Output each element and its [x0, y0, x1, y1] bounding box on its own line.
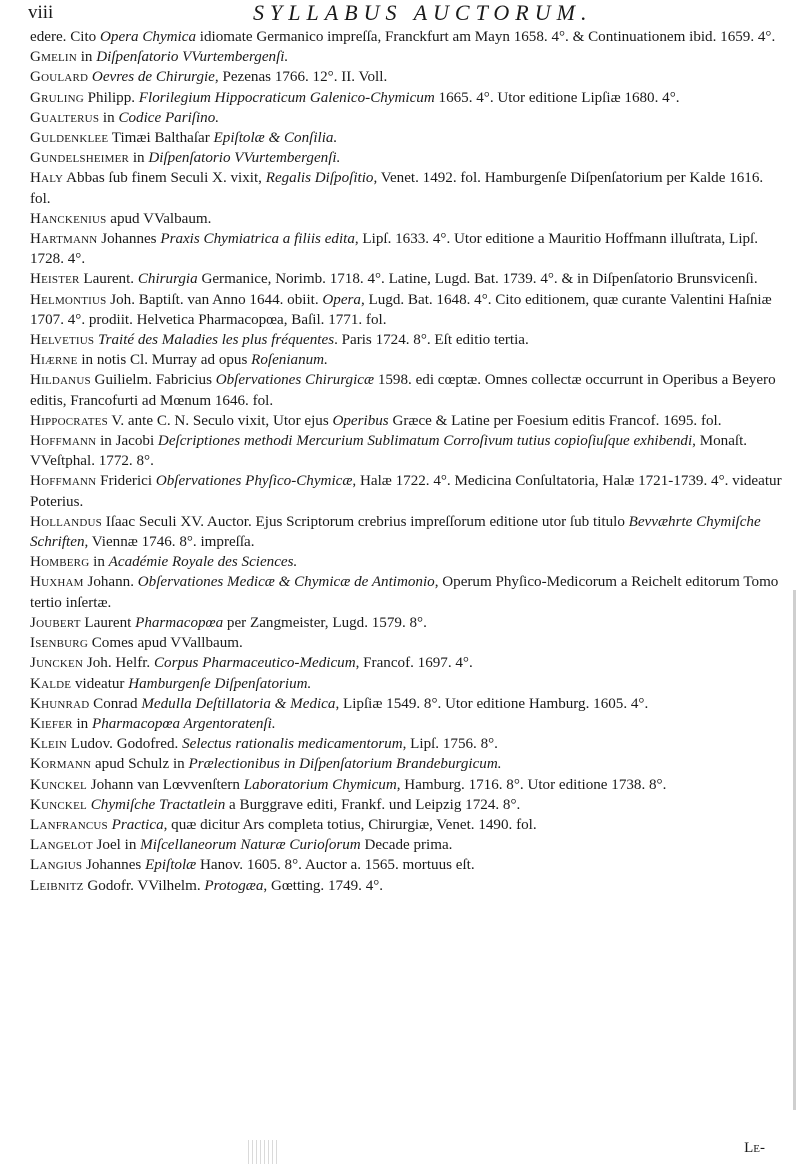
bibliography-entry	[30, 229, 782, 269]
entry-text: apud VValbaum.	[106, 210, 212, 227]
author-name: Helvetius	[30, 332, 95, 349]
entry-title: Traité des Maladies les plus fréquentes	[98, 332, 335, 349]
bibliography-entry	[30, 209, 782, 229]
bibliography-entry	[30, 47, 782, 67]
bibliography-entry	[30, 633, 782, 653]
author-name: Helmontius	[30, 291, 107, 308]
bibliography-entry	[30, 411, 782, 431]
entry-text: Friderici	[96, 473, 156, 490]
entry-title: Laboratorium Chymicum	[243, 776, 397, 793]
entry-title: Chirurgia	[137, 271, 198, 288]
author-name: Lanfrancus	[30, 816, 108, 833]
author-name: Hiærne	[30, 352, 78, 369]
bibliography-entry	[30, 431, 782, 471]
bibliography-entry	[30, 330, 782, 350]
author-name: Juncken	[30, 655, 84, 672]
bibliography-entry	[30, 350, 782, 370]
entry-text: Conrad	[89, 695, 142, 712]
entry-details: , Viennæ 1746. 8°. impreſſa.	[84, 534, 255, 551]
entry-details: . Paris 1724. 8°. Eſt editio tertia.	[334, 332, 529, 349]
bibliography-entry	[30, 290, 782, 330]
entry-title: Obſervationes Phyſico-Chymicæ	[155, 473, 353, 490]
author-name: Huxham	[30, 574, 84, 591]
bibliography-entry	[30, 815, 782, 835]
bibliography-entry	[30, 27, 782, 47]
entry-details: , Lugd. Bat. 1648. 4°. Cito editionem, quæ curante Valentini Haſniæ 1707. 4°. prodiit. Helvetica Pharmacopœa, Baſil. 1771. fol.	[30, 291, 772, 328]
bibliography-entry	[30, 67, 782, 87]
author-name: Kormann	[30, 756, 92, 773]
bibliography-entry	[30, 552, 782, 572]
entry-title: Opera	[322, 291, 361, 308]
author-name: Khunrad	[30, 695, 90, 712]
entry-details: , Lipſiæ 1549. 8°. Utor editione Hamburg. 1605. 4°.	[335, 695, 649, 712]
entry-text: apud Schulz in	[91, 756, 189, 773]
entry-title: Oevres de Chirurgie	[91, 69, 215, 86]
entry-details: , Francof. 1697. 4°.	[355, 655, 473, 672]
entry-title: Obſervationes Medicæ & Chymicæ de Antimonio	[137, 574, 435, 591]
entry-title: Miſcellaneorum Naturæ Curioſorum	[140, 837, 361, 854]
author-name: Hartmann	[30, 231, 98, 248]
author-name: Homberg	[30, 554, 90, 571]
author-name: Hollandus	[30, 513, 102, 530]
entry-title: Pharmacopœa	[135, 614, 224, 631]
entry-title: Selectus rationalis medicamentorum	[182, 736, 403, 753]
entry-title: Corpus Pharmaceutico-Medicum	[153, 655, 356, 672]
author-name: Gundelsheimer	[30, 150, 130, 167]
entry-title: Codice Pariſino.	[118, 109, 220, 126]
entry-title: Prælectionibus in Diſpenſatorium Brandeburgicum.	[188, 756, 502, 773]
entry-text: Laurent	[80, 614, 136, 631]
entry-details: , Lipſ. 1756. 8°.	[402, 736, 498, 753]
entry-title: Opera Chymica	[100, 29, 196, 45]
author-name: Kunckel	[30, 796, 87, 813]
author-name: Goulard	[30, 69, 89, 86]
entry-text: Johannes	[97, 231, 161, 248]
entry-text: Timæi Balthaſar	[108, 130, 214, 147]
entry-text: in	[76, 49, 97, 66]
entry-details: , Pezenas 1766. 12°. II. Voll.	[214, 69, 388, 86]
entry-text: Godofr. VVilhelm.	[83, 877, 205, 894]
author-name: Guldenklee	[30, 130, 109, 147]
entry-details: Hanov. 1605. 8°. Auctor a. 1565. mortuus eſt.	[196, 857, 475, 874]
entry-details: , quæ dicitur Ars completa totius, Chirurgiæ, Venet. 1490. fol.	[163, 816, 537, 833]
entry-text: in notis Cl. Murray ad opus	[77, 352, 252, 369]
entry-title: Chymiſche Tractatlein	[90, 796, 226, 813]
entry-text: Ludov. Godofred.	[66, 736, 183, 753]
entry-title: Pharmacopœa Argentoratenſi.	[91, 715, 276, 732]
entry-details: 1598. edi cœptæ. Omnes collectæ occurrunt in Operibus a Beyero editis, Francofurti ad Mœnum 1646. fol.	[30, 372, 776, 409]
entry-text: Comes apud VVallbaum.	[87, 635, 243, 652]
entry-text: Joel in	[92, 837, 141, 854]
entry-title: Epiſtolæ	[145, 857, 197, 874]
bibliography-entry	[30, 471, 782, 511]
bibliography-entry	[30, 855, 782, 875]
bibliography-entry	[30, 148, 782, 168]
bibliography-entry	[30, 674, 782, 694]
entry-details: per Zangmeister, Lugd. 1579. 8°.	[223, 614, 427, 631]
entry-text: in	[72, 715, 92, 732]
author-name: Isenburg	[30, 635, 88, 652]
entry-text: Johannes	[82, 857, 146, 874]
bibliography-entry	[30, 835, 782, 855]
author-name: Gualterus	[30, 109, 100, 126]
author-name: Hoffmann	[30, 473, 97, 490]
entry-details: idiomate Germanico impreſſa, Franckfurt am Mayn 1658. 4°. & Continuationem ibid. 1659. 4°.	[196, 29, 776, 45]
entry-title: Epiſtolæ & Conſilia.	[213, 130, 338, 147]
bibliography-entry	[30, 714, 782, 734]
author-name: Leibnitz	[30, 877, 84, 894]
bibliography-entry	[30, 876, 782, 896]
bibliography-entry	[30, 775, 782, 795]
bibliography-entry	[30, 269, 782, 289]
entry-title: Medulla Deſtillatoria & Medica	[141, 695, 336, 712]
entry-text: Laurent.	[79, 271, 138, 288]
bibliography-entry	[30, 168, 782, 208]
bibliography-entry	[30, 795, 782, 815]
entry-title: Protogæa	[204, 877, 264, 894]
author-name: Hanckenius	[30, 210, 107, 227]
running-title: SYLLABUS AUCTORUM.	[253, 0, 593, 25]
bibliography-entry	[30, 108, 782, 128]
entry-text: Johann.	[83, 574, 138, 591]
entry-details: , Gœtting. 1749. 4°.	[263, 877, 384, 894]
author-name: Hippocrates	[30, 412, 108, 429]
bibliography-entry	[30, 572, 782, 612]
entry-details: , Venet. 1492. fol. Hamburgenſe Diſpenſatorium per Kalde 1616. fol.	[30, 170, 764, 207]
author-name: Hildanus	[30, 372, 91, 389]
entry-text: Guilielm. Fabricius	[90, 372, 216, 389]
entry-text: Iſaac Seculi XV. Auctor. Ejus Scriptorum crebrius impreſſorum editione utor ſub titulo	[101, 513, 629, 530]
bibliography-entry	[30, 88, 782, 108]
page-edge-shadow	[793, 590, 796, 1110]
entry-title: Regalis Diſpoſitio	[265, 170, 374, 187]
entry-details: , Halæ 1722. 4°. Medicina Conſultatoria, Halæ 1721-1739. 4°. videatur Poterius.	[30, 473, 782, 510]
entry-details: , Lipſ. 1633. 4°. Utor editione a Mauritio Hoffmann illuſtrata, Lipſ. 1728. 4°.	[30, 231, 759, 268]
bibliography-entry	[30, 694, 782, 714]
entry-text: in	[99, 109, 119, 126]
entry-text: V. ante C. N. Seculo vixit, Utor ejus	[107, 412, 333, 429]
entry-title: Diſpenſatorio VVurtembergenſi.	[148, 150, 341, 167]
entry-text: in	[89, 554, 109, 571]
page-number: viii	[28, 2, 54, 23]
author-name: Gmelin	[30, 49, 77, 66]
entry-text: Joh. Baptiſt. van Anno 1644. obiit.	[106, 291, 323, 308]
entry-details: Germanice, Norimb. 1718. 4°. Latine, Lugd. Bat. 1739. 4°. & in Diſpenſatorio Brunsvicenſi.	[197, 271, 758, 288]
entry-text: Abbas ſub finem Seculi X. vixit,	[63, 170, 266, 187]
author-name: Langelot	[30, 837, 93, 854]
entry-title: Deſcriptiones methodi Mercurium Sublimatum Corroſivum tutius copioſiuſque exhibendi	[157, 433, 693, 450]
entry-title: Roſenianum.	[251, 352, 328, 369]
entry-title: Operibus	[332, 412, 389, 429]
catchword: Le-	[744, 1140, 765, 1156]
author-name: Gruling	[30, 89, 84, 106]
entry-details: , Hamburg. 1716. 8°. Utor editione 1738. 8°.	[396, 776, 667, 793]
author-name: Klein	[30, 736, 67, 753]
entry-text: in	[129, 150, 149, 167]
bibliography-list	[30, 27, 782, 896]
entry-text: Johann van Lœvvenſtern	[86, 776, 244, 793]
entry-details: Decade prima.	[360, 837, 453, 854]
entry-text: Joh. Helfr.	[83, 655, 154, 672]
entry-details: , Operum Phyſico-Medicorum a Reichelt editorum Tomo tertio inſertæ.	[30, 574, 779, 611]
page-header	[28, 2, 770, 28]
entry-title: Académie Royale des Sciences.	[108, 554, 298, 571]
entry-title: Florilegium Hippocraticum Galenico-Chymicum	[138, 89, 435, 106]
entry-title: Praxis Chymiatrica a filiis edita	[160, 231, 355, 248]
author-name: Langius	[30, 857, 83, 874]
page-smudge	[248, 1140, 278, 1164]
bibliography-entry	[30, 613, 782, 633]
entry-text: Philipp.	[83, 89, 139, 106]
bibliography-entry	[30, 128, 782, 148]
bibliography-entry	[30, 754, 782, 774]
bibliography-entry	[30, 370, 782, 410]
entry-details: 1665. 4°. Utor editione Lipſiæ 1680. 4°.	[434, 89, 680, 106]
author-name: Kalde	[30, 675, 72, 692]
entry-title: Bevvæhrte Chymiſche Schriften	[30, 513, 761, 551]
author-name: Haly	[30, 170, 64, 187]
author-name: Kiefer	[30, 715, 73, 732]
author-name: Heister	[30, 271, 80, 288]
entry-text: in Jacobi	[96, 433, 158, 450]
author-name: Hoffmann	[30, 433, 97, 450]
entry-title: Practica	[111, 816, 164, 833]
entry-details: , Monaſt. VVeſtphal. 1772. 8°.	[30, 433, 748, 470]
author-name: Kunckel	[30, 776, 87, 793]
author-name: Joubert	[30, 614, 81, 631]
entry-text: videatur	[71, 675, 129, 692]
bibliography-entry	[30, 734, 782, 754]
entry-text: edere. Cito	[30, 29, 100, 45]
bibliography-entry	[30, 653, 782, 673]
bibliography-entry	[30, 512, 782, 552]
entry-title: Hamburgenſe Diſpenſatorium.	[128, 675, 312, 692]
entry-title: Diſpenſatorio VVurtembergenſi.	[96, 49, 289, 66]
entry-details: a Burggrave editi, Frankf. und Leipzig 1724. 8°.	[225, 796, 521, 813]
entry-details: Græce & Latine per Foesium editis Francof. 1695. fol.	[388, 412, 722, 429]
entry-title: Obſervationes Chirurgicæ	[215, 372, 375, 389]
